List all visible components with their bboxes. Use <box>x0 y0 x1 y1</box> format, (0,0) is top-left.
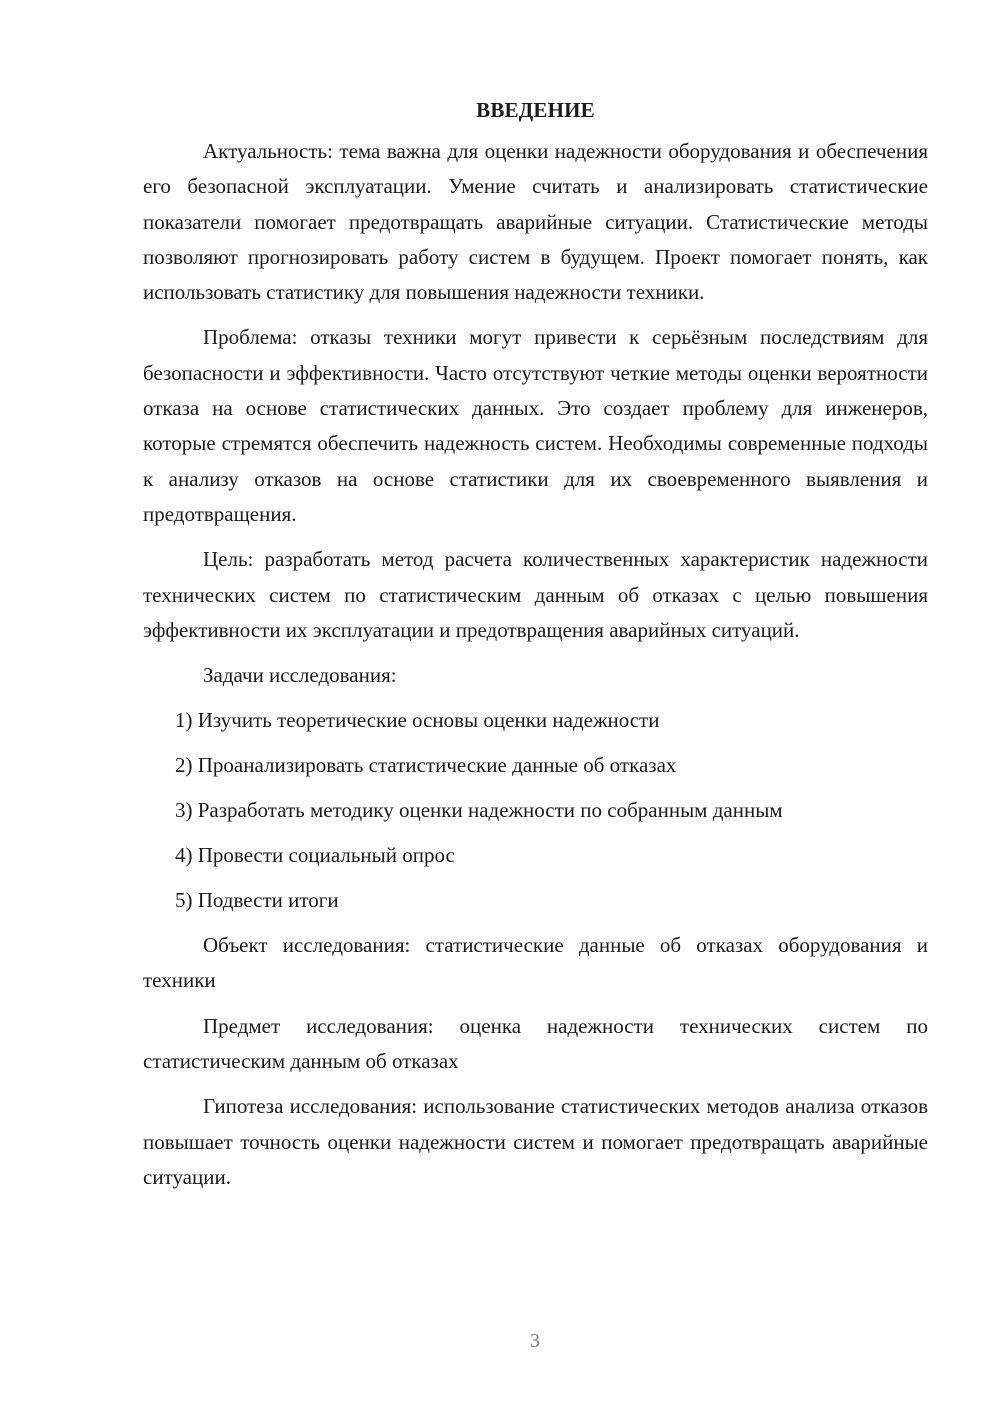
paragraph-problem: Проблема: отказы техники могут привести к серьёзным последствиям для безопасности и эффективности. Часто отсутствуют четкие методы оценки вероятности отказа на основе статистических данных. Это создает проблему для инженеров, которые стремятся обеспечить надежность систем. Необходимы современные подходы к анализу отказов на основе статистики для их своевременного выявления и предотвращения. <box>143 325 928 526</box>
task-item: 5) Подвести итоги <box>175 888 339 913</box>
paragraph-hypothesis: Гипотеза исследования: использование статистических методов анализа отказов повышает точность оценки надежности систем и помогает предотвращать аварийные ситуации. <box>143 1094 928 1189</box>
task-item: 1) Изучить теоретические основы оценки надежности <box>175 708 660 733</box>
page-number: 3 <box>530 1330 540 1352</box>
page-title: ВВЕДЕНИЕ <box>476 98 595 122</box>
tasks-label: Задачи исследования: <box>203 663 397 688</box>
paragraph-subject: Предмет исследования: оценка надежности технических систем по статистическим данным об отказах <box>143 1013 928 1074</box>
paragraph-object: Объект исследования: статистические данные об отказах оборудования и техники <box>143 933 928 993</box>
task-item: 4) Провести социальный опрос <box>175 843 455 868</box>
page-content <box>143 93 928 1205</box>
task-list <box>143 703 928 918</box>
paragraph-goal: Цель: разработать метод расчета количественных характеристик надежности технических систем по статистическим данным об отказах с целью повышения эффективности их эксплуатации и предотвращения аварийных ситуаций. <box>143 547 928 642</box>
paragraph-relevance: Актуальность: тема важна для оценки надежности оборудования и обеспечения его безопасной эксплуатации. Умение считать и анализировать статистические показатели помогает предотвращать аварийные ситуации. Статистические методы позволяют прогнозировать работу систем в будущем. Проект помогает понять, как использовать статистику для повышения надежности техники. <box>143 139 928 305</box>
task-item: 2) Проанализировать статистические данные об отказах <box>175 753 677 778</box>
task-item: 3) Разработать методику оценки надежности по собранным данным <box>175 798 783 823</box>
